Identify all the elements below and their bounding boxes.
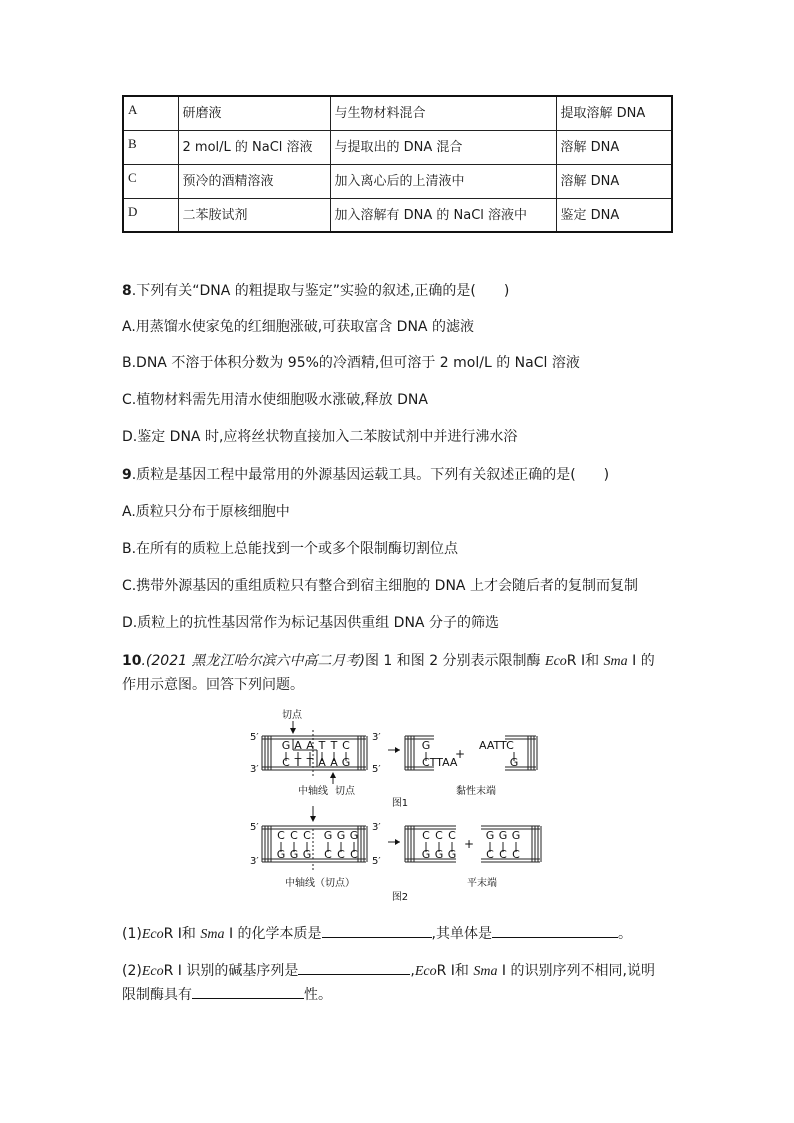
- table-cell: 加入离心后的上清液中: [330, 164, 556, 198]
- question-10-sub-2: [122, 960, 655, 982]
- question-9-text: .质粒是基因工程中最常用的外源基因运载工具。下列有关叙述正确的是( ): [131, 467, 610, 483]
- base-letter: G: [341, 756, 351, 769]
- question-9-number: 9: [122, 467, 132, 483]
- question-8-option-a: A.用蒸馏水使家兔的红细胞涨破,可获取富含 DNA 的滤液: [122, 319, 474, 335]
- table-row: [123, 130, 672, 164]
- enzyme-ecor-name: Eco: [141, 927, 164, 942]
- product-base: C: [435, 829, 443, 842]
- sub-2-text-2: R Ⅰ和: [436, 963, 474, 979]
- product-base: C: [512, 848, 520, 861]
- enzyme-ecor-name: Eco: [414, 964, 437, 979]
- product-base: G: [485, 829, 495, 842]
- enzyme-sma-name: Sma: [603, 654, 628, 669]
- product-base: G: [434, 848, 444, 861]
- base-letter: T: [330, 739, 338, 752]
- product-base: C: [499, 848, 507, 861]
- base-letter: G: [281, 739, 291, 752]
- question-8-option-d: D.鉴定 DNA 时,应将丝状物直接加入二苯胺试剂中并进行沸水浴: [122, 429, 518, 445]
- enzyme-ecor-name: Eco: [141, 964, 164, 979]
- answer-blank-chemical-nature[interactable]: [322, 923, 432, 938]
- table-cell: C: [123, 164, 178, 198]
- question-10-text-3: Ⅰ 的: [627, 653, 655, 669]
- plus-sign: +: [454, 747, 466, 761]
- sub-1-text-2: Ⅰ 的化学本质是: [224, 926, 322, 942]
- cut-arrow-bottom-head: [330, 772, 336, 778]
- product-base: G: [421, 739, 431, 752]
- three-prime-label: 3′: [250, 856, 259, 867]
- sticky-end-label: 黏性末端: [456, 786, 496, 797]
- question-9-option-b: B.在所有的质粒上总能找到一个或多个限制酶切割位点: [122, 541, 459, 557]
- cut-arrow-top-head: [290, 728, 296, 734]
- base-letter: G: [336, 829, 346, 842]
- answer-blank-property[interactable]: [192, 984, 304, 999]
- base-letter: A: [330, 756, 338, 769]
- question-9-stem: [122, 465, 609, 485]
- table-cell: 研磨液: [178, 96, 330, 130]
- enzyme-ecor-name: Eco: [545, 654, 567, 669]
- question-10-sub-2-line2: [122, 984, 332, 1005]
- base-letter: A: [294, 739, 302, 752]
- base-letter: A: [318, 756, 326, 769]
- reaction-arrow-head: [395, 747, 400, 753]
- base-letter: C: [342, 739, 350, 752]
- table-cell: A: [123, 96, 178, 130]
- figure-2-label: 图2: [391, 892, 409, 903]
- enzyme-sma-name: Sma: [473, 964, 498, 979]
- question-8-option-b: B.DNA 不溶于体积分数为 95%的冷酒精,但可溶于 2 mol/L 的 NaCl 溶液: [122, 355, 580, 371]
- base-letter: C: [282, 756, 290, 769]
- question-9-option-d: D.质粒上的抗性基因常作为标记基因供重组 DNA 分子的筛选: [122, 615, 499, 631]
- question-8-stem: [122, 281, 509, 301]
- table-cell: 与生物材料混合: [330, 96, 556, 130]
- table-cell: 加入溶解有 DNA 的 NaCl 溶液中: [330, 198, 556, 232]
- base-letter: C: [277, 829, 285, 842]
- sub-2-text: R Ⅰ 识别的碱基序列是: [163, 963, 299, 979]
- sub-1-text-3: ,其单体是: [431, 926, 492, 942]
- question-9-option-c: C.携带外源基因的重组质粒只有整合到宿主细胞的 DNA 上才会随后者的复制而复制: [122, 578, 638, 594]
- five-prime-label: 5′: [250, 732, 259, 743]
- blunt-end-label: 平末端: [467, 878, 497, 889]
- five-prime-label: 5′: [372, 856, 381, 867]
- figure-1-label: 图1: [391, 798, 409, 809]
- answer-blank-monomer[interactable]: [492, 923, 618, 938]
- base-letter: G: [323, 829, 333, 842]
- sub-1-text: R Ⅰ和: [163, 926, 201, 942]
- product-base: G: [498, 829, 508, 842]
- question-10-sub-1: [122, 923, 632, 945]
- sub-2-comma: ,: [410, 963, 415, 979]
- question-10-text-2: R Ⅰ和: [566, 653, 604, 669]
- plus-sign: +: [463, 837, 475, 851]
- question-10-text: 图 1 和图 2 分别表示限制酶: [364, 653, 546, 669]
- axis-cut-label: 中轴线（切点）: [285, 878, 355, 889]
- question-8-option-c: C.植物材料需先用清水使细胞吸水涨破,释放 DNA: [122, 392, 428, 408]
- table-cell: 鉴定 DNA: [556, 198, 672, 232]
- base-letter: C: [324, 848, 332, 861]
- question-10-source: .(2021 黑龙江哈尔滨六中高二月考): [141, 653, 365, 669]
- sub-1-text-4: 。: [617, 926, 632, 942]
- product-base: AATTC: [479, 739, 514, 752]
- question-9-option-a: A.质粒只分布于原核细胞中: [122, 504, 290, 520]
- reaction-arrow-head: [395, 839, 400, 845]
- base-letter: C: [303, 829, 311, 842]
- base-letter: T: [318, 739, 326, 752]
- base-letter: T: [306, 756, 314, 769]
- three-prime-label: 3′: [372, 822, 381, 833]
- sub-1-number: (1): [122, 926, 142, 942]
- product-base: G: [509, 756, 519, 769]
- sub-2-number: (2): [122, 963, 142, 979]
- cut-point-label: 切点: [335, 786, 355, 797]
- table-row: [123, 96, 672, 130]
- axis-line-label: 中轴线: [298, 786, 328, 797]
- table-cell: B: [123, 130, 178, 164]
- three-prime-label: 3′: [250, 764, 259, 775]
- product-base: G: [421, 848, 431, 861]
- three-prime-label: 3′: [372, 732, 381, 743]
- question-8-number: 8: [122, 283, 132, 299]
- reagent-table: [122, 95, 673, 233]
- table-cell: D: [123, 198, 178, 232]
- base-letter: G: [276, 848, 286, 861]
- base-letter: G: [302, 848, 312, 861]
- base-letter: C: [350, 848, 358, 861]
- table-cell: 与提取出的 DNA 混合: [330, 130, 556, 164]
- enzyme-sma-name: Sma: [200, 927, 225, 942]
- restriction-enzyme-figure: [240, 702, 560, 908]
- product-base: G: [447, 848, 457, 861]
- base-letter: G: [349, 829, 359, 842]
- sub-2-text-4: 限制酶具有: [122, 987, 192, 1003]
- product-base: C: [448, 829, 456, 842]
- base-letter: G: [289, 848, 299, 861]
- base-letter: T: [294, 756, 302, 769]
- table-cell: 二苯胺试剂: [178, 198, 330, 232]
- cut-point-label: 切点: [282, 710, 302, 721]
- product-base: C: [422, 829, 430, 842]
- table-cell: 提取溶解 DNA: [556, 96, 672, 130]
- five-prime-label: 5′: [250, 822, 259, 833]
- table-cell: 溶解 DNA: [556, 130, 672, 164]
- answer-blank-recognition-sequence[interactable]: [298, 960, 410, 975]
- base-letter: A: [306, 739, 314, 752]
- base-letter: C: [290, 829, 298, 842]
- question-10-number: 10: [122, 653, 142, 669]
- question-10-stem: [122, 651, 655, 672]
- table-cell: 预冷的酒精溶液: [178, 164, 330, 198]
- product-base: C: [486, 848, 494, 861]
- cut-arrow-top2-head: [310, 816, 316, 822]
- product-base: G: [511, 829, 521, 842]
- base-letter: C: [337, 848, 345, 861]
- table-cell: 溶解 DNA: [556, 164, 672, 198]
- sub-2-text-5: 性。: [304, 987, 332, 1003]
- table-cell: 2 mol/L 的 NaCl 溶液: [178, 130, 330, 164]
- sub-2-text-3: Ⅰ 的识别序列不相同,说明: [497, 963, 655, 979]
- table-row: [123, 164, 672, 198]
- question-8-text: .下列有关“DNA 的粗提取与鉴定”实验的叙述,正确的是( ): [131, 283, 510, 299]
- product-base: CTTAA: [422, 756, 458, 769]
- five-prime-label: 5′: [372, 764, 381, 775]
- table-row: [123, 198, 672, 232]
- question-10-stem-line2: 作用示意图。回答下列问题。: [122, 677, 304, 693]
